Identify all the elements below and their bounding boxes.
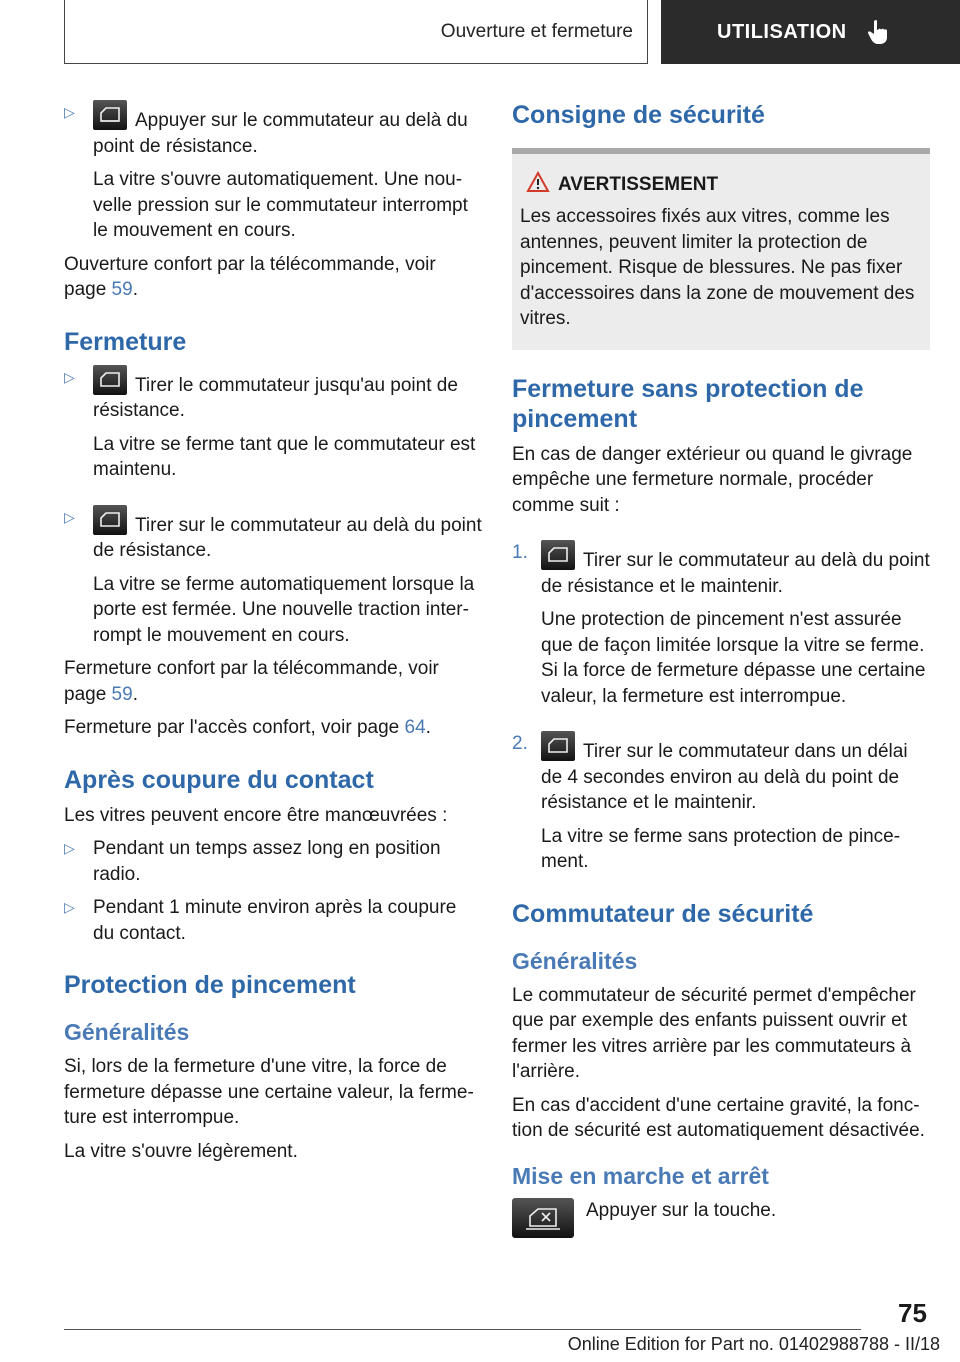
step-subtext: Une protection de pincement n'est assurée que de façon limitée lorsque la vitre se ferme. Si la force de fermeture dépasse une certaine valeur, la fermeture est interrompue. [541, 609, 926, 707]
bullet-text: Pendant un temps assez long en position radio. [93, 838, 441, 885]
triangle-right-icon: ▷ [64, 508, 75, 525]
bullet-subtext: La vitre se ferme tant que le commutateur est maintenu. [93, 433, 476, 480]
section-heading: Après coupure du contact [64, 765, 374, 794]
window-switch-icon [93, 365, 127, 395]
triangle-right-icon: ▷ [64, 840, 75, 856]
step-number: 2. [512, 733, 528, 754]
footer-edition: Online Edition for Part no. 01402988788 - II/18 [567, 1334, 940, 1354]
paragraph: Si, lors de la fermeture d'une vitre, la force de fermeture dépasse une certaine valeur, la fermeture est interrompue. [64, 1056, 474, 1128]
header-section-box [64, 0, 648, 64]
right-column [512, 100, 930, 1246]
paragraph-text: . [132, 683, 138, 705]
triangle-right-icon: ▷ [64, 368, 75, 385]
subsection-heading: Généralités [512, 947, 638, 974]
numbered-step [512, 731, 930, 816]
paragraph: Le commutateur de sécurité permet d'empêcher que par exemple des enfants puissent ouvrir et fermer les vitres arrière par les commutateurs à l'arrière. [512, 984, 916, 1082]
paragraph [64, 715, 482, 741]
paragraph: En cas d'accident d'une certaine gravité, la fonction de sécurité est automatiquement désactivée. [512, 1094, 925, 1141]
hand-pointer-icon [867, 19, 889, 45]
subsection-heading: Généralités [64, 1019, 190, 1045]
section-heading: Protection de pincement [64, 971, 356, 999]
footer-divider [64, 1329, 861, 1330]
triangle-right-icon: ▷ [64, 899, 75, 915]
bullet-subtext: La vitre se ferme automatiquement lorsque la porte est fermée. Une nouvelle traction interrompt le mouvement en cours. [93, 573, 475, 646]
section-heading: Consigne de sécurité [512, 101, 765, 129]
paragraph: La vitre s'ouvre légèrement. [64, 1140, 298, 1162]
window-switch-icon [93, 100, 127, 130]
paragraph-text: Ouverture confort par la télécommande, voir page [64, 253, 436, 300]
warning-triangle-icon [526, 171, 550, 193]
safety-switch-icon [512, 1198, 574, 1238]
paragraph [64, 656, 482, 707]
bullet-text: Pendant 1 minute environ après la coupure du contact. [93, 897, 457, 944]
window-switch-icon [541, 540, 575, 570]
warning-box [512, 148, 930, 350]
subsection-heading: Mise en marche et arrêt [512, 1162, 769, 1189]
bullet-subtext: La vitre s'ouvre automatiquement. Une nouvelle pression sur le commutateur interrompt le mouvement en cours. [93, 169, 468, 241]
section-heading: Commutateur de sécurité [512, 899, 814, 928]
bullet-text: Appuyer sur le commutateur au delà du point de résistance. [93, 110, 468, 157]
paragraph: En cas de danger extérieur ou quand le givrage empêche une fermeture normale, procéder comme suit : [512, 443, 913, 516]
paragraph-text: Fermeture confort par la télécommande, voir page [64, 658, 439, 705]
numbered-step [512, 540, 930, 599]
header-section-title: Ouverture et fermeture [440, 20, 633, 42]
page-link[interactable]: 64 [404, 717, 426, 738]
triangle-right-icon: ▷ [64, 104, 75, 120]
header-chapter-title: UTILISATION [717, 20, 847, 43]
paragraph-text: . [425, 717, 431, 738]
list-item [64, 895, 482, 946]
paragraph [64, 252, 482, 303]
step-text: Tirer sur le commutateur au delà du point de résistance et le maintenir. [541, 550, 930, 597]
page-link[interactable]: 59 [111, 683, 133, 705]
paragraph [512, 1198, 930, 1238]
page-link[interactable]: 59 [111, 279, 133, 300]
paragraph: Les vitres peuvent encore être manœuvrées : [64, 804, 448, 826]
paragraph-text: Appuyer sur la touche. [586, 1199, 777, 1221]
left-column [64, 100, 482, 1172]
list-item [64, 836, 482, 887]
warning-title [520, 174, 922, 196]
paragraph-text: Fermeture par l'accès confort, voir page [64, 717, 405, 738]
paragraph-text: . [132, 279, 138, 300]
list-item [64, 365, 482, 424]
list-item [64, 505, 482, 564]
bullet-text: Tirer sur le commutateur au delà du point de résistance. [93, 514, 482, 561]
warning-text: Les accessoires fixés aux vitres, comme les antennes, peuvent limiter la protection de pincement. Risque de blessures. Ne pas fixer d'accessoires dans la zone de mouvement des vitres. [520, 206, 915, 329]
window-switch-icon [93, 505, 127, 535]
step-text: Tirer sur le commutateur dans un délai de 4 secondes environ au delà du point de résistance et le maintenir. [541, 741, 908, 813]
window-switch-icon [541, 731, 575, 761]
page-number: 75 [898, 1298, 927, 1328]
header-chapter-box [661, 0, 960, 64]
list-item [64, 100, 482, 159]
step-number: 1. [512, 542, 528, 563]
bullet-text: Tirer le commutateur jusqu'au point de résistance. [93, 374, 458, 421]
section-heading: Fermeture [64, 327, 187, 356]
step-subtext: La vitre se ferme sans protection de pincement. [541, 825, 901, 872]
section-heading: Fermeture sans protection de pincement [512, 374, 864, 433]
warning-title-text: AVERTISSEMENT [558, 174, 719, 195]
